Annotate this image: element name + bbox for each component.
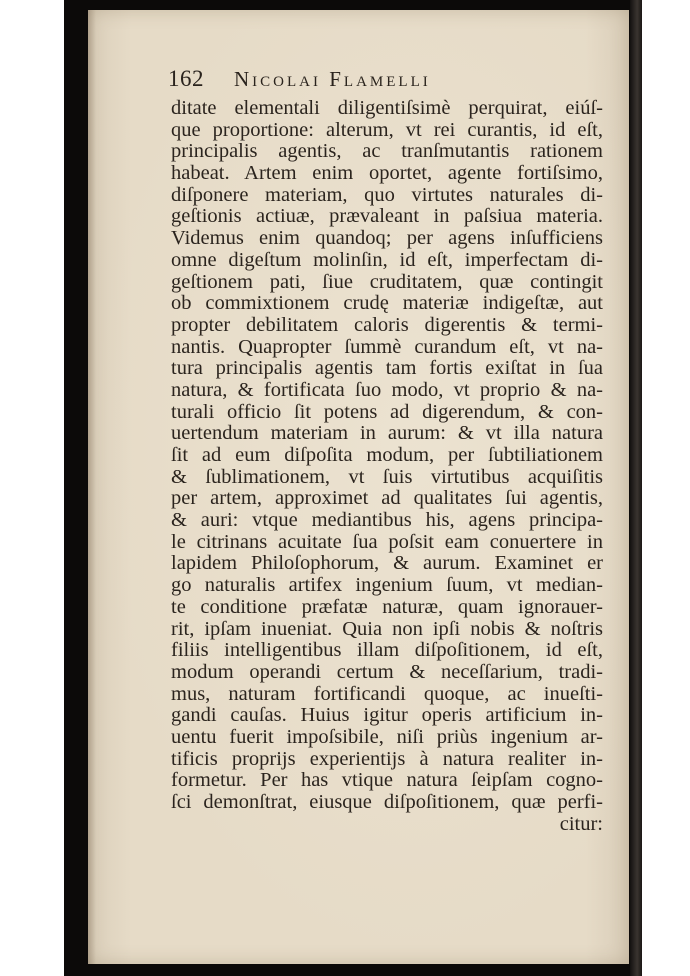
text-line: formetur. Per has vtique natura ſeipſam cogno- [171,769,603,792]
text-line: ditate elementali diligentiſsimè perquirat, eiúſ- [171,97,603,119]
text-line: principalis agentis, ac tranſmutantis rationem [171,140,603,163]
text-line: geſtionem pati, ſiue cruditatem, quæ contingit [171,270,603,293]
text-line: filiis intelligentibus illam diſpoſitionem, id eſt, [171,639,603,662]
text-line: tificis proprijs experientijs à natura realiter in- [171,747,603,770]
catchword: citur: [559,812,603,835]
text-line: ſit ad eum diſpoſita modum, per ſubtiliationem [171,444,603,466]
text-line: diſponere materiam, quo virtutes naturales di- [171,183,603,206]
text-line: geſtionis actiuæ, prævaleant in paſsiua materia. [171,205,603,228]
text-line: modum operandi certum & neceſſarium, tradi- [171,660,603,683]
book-edge [630,0,642,976]
text-line: per artem, approximet ad qualitates ſui agentis, [171,487,603,510]
text-line: & auri: vtque mediantibus his, agens principa- [171,509,603,532]
text-line: uentu fuerit impoſsibile, niſi priùs ingenium ar- [171,725,603,748]
text-line: nantis. Quapropter ſummè curandum eſt, vt na- [171,335,603,358]
text-line: propter debilitatem caloris digerentis & termi- [171,313,603,336]
text-line: uertendum materiam in aurum: & vt illa natura [171,422,603,445]
book-page [88,10,629,964]
text-line: ſci demonſtrat, eiusque diſpoſitionem, quæ perfi- [171,791,603,813]
gutter-shadow [88,10,96,964]
text-line: que proportione: alterum, vt rei curantis, id eſt, [171,118,603,141]
text-line: turali officio ſit potens ad digerendum, & con- [171,400,603,423]
text-line: mus, naturam fortificandi quoque, ac inueſti- [171,682,603,705]
text-line: & ſublimationem, vt ſuis virtutibus acquiſitis [171,465,603,488]
text-line: natura, & fortificata ſuo modo, vt proprio & na- [171,378,603,401]
text-line: te conditione præfatæ naturæ, quam ignorauer- [171,595,603,618]
text-line: Videmus enim quandoq; per agens inſufficiens [171,227,603,250]
text-line: le citrinans acuitate ſua poſsit eam conuertere in [171,530,603,553]
running-head [168,66,568,94]
text-line: lapidem Philoſophorum, & aurum. Examinet er [171,552,603,575]
text-line: go naturalis artifex ingenium ſuum, vt median- [171,574,603,597]
body-text [171,98,603,835]
running-title: Nicolai Flamelli [234,67,431,91]
text-line: gandi cauſas. Huius igitur operis artificium in- [171,704,603,727]
page-number: 162 [168,66,204,91]
text-line: rit, ipſam inueniat. Quia non ipſi nobis & noſtris [171,617,603,640]
text-line: omne digeſtum molinſin, id eſt, imperfectam di- [171,248,603,271]
text-line: habeat. Artem enim oportet, agente fortiſsimo, [171,162,603,185]
text-line: ob commixtionem crudę materiæ indigeſtæ, aut [171,292,603,315]
text-line: tura principalis agentis tam fortis exiſtat in ſua [171,357,603,380]
